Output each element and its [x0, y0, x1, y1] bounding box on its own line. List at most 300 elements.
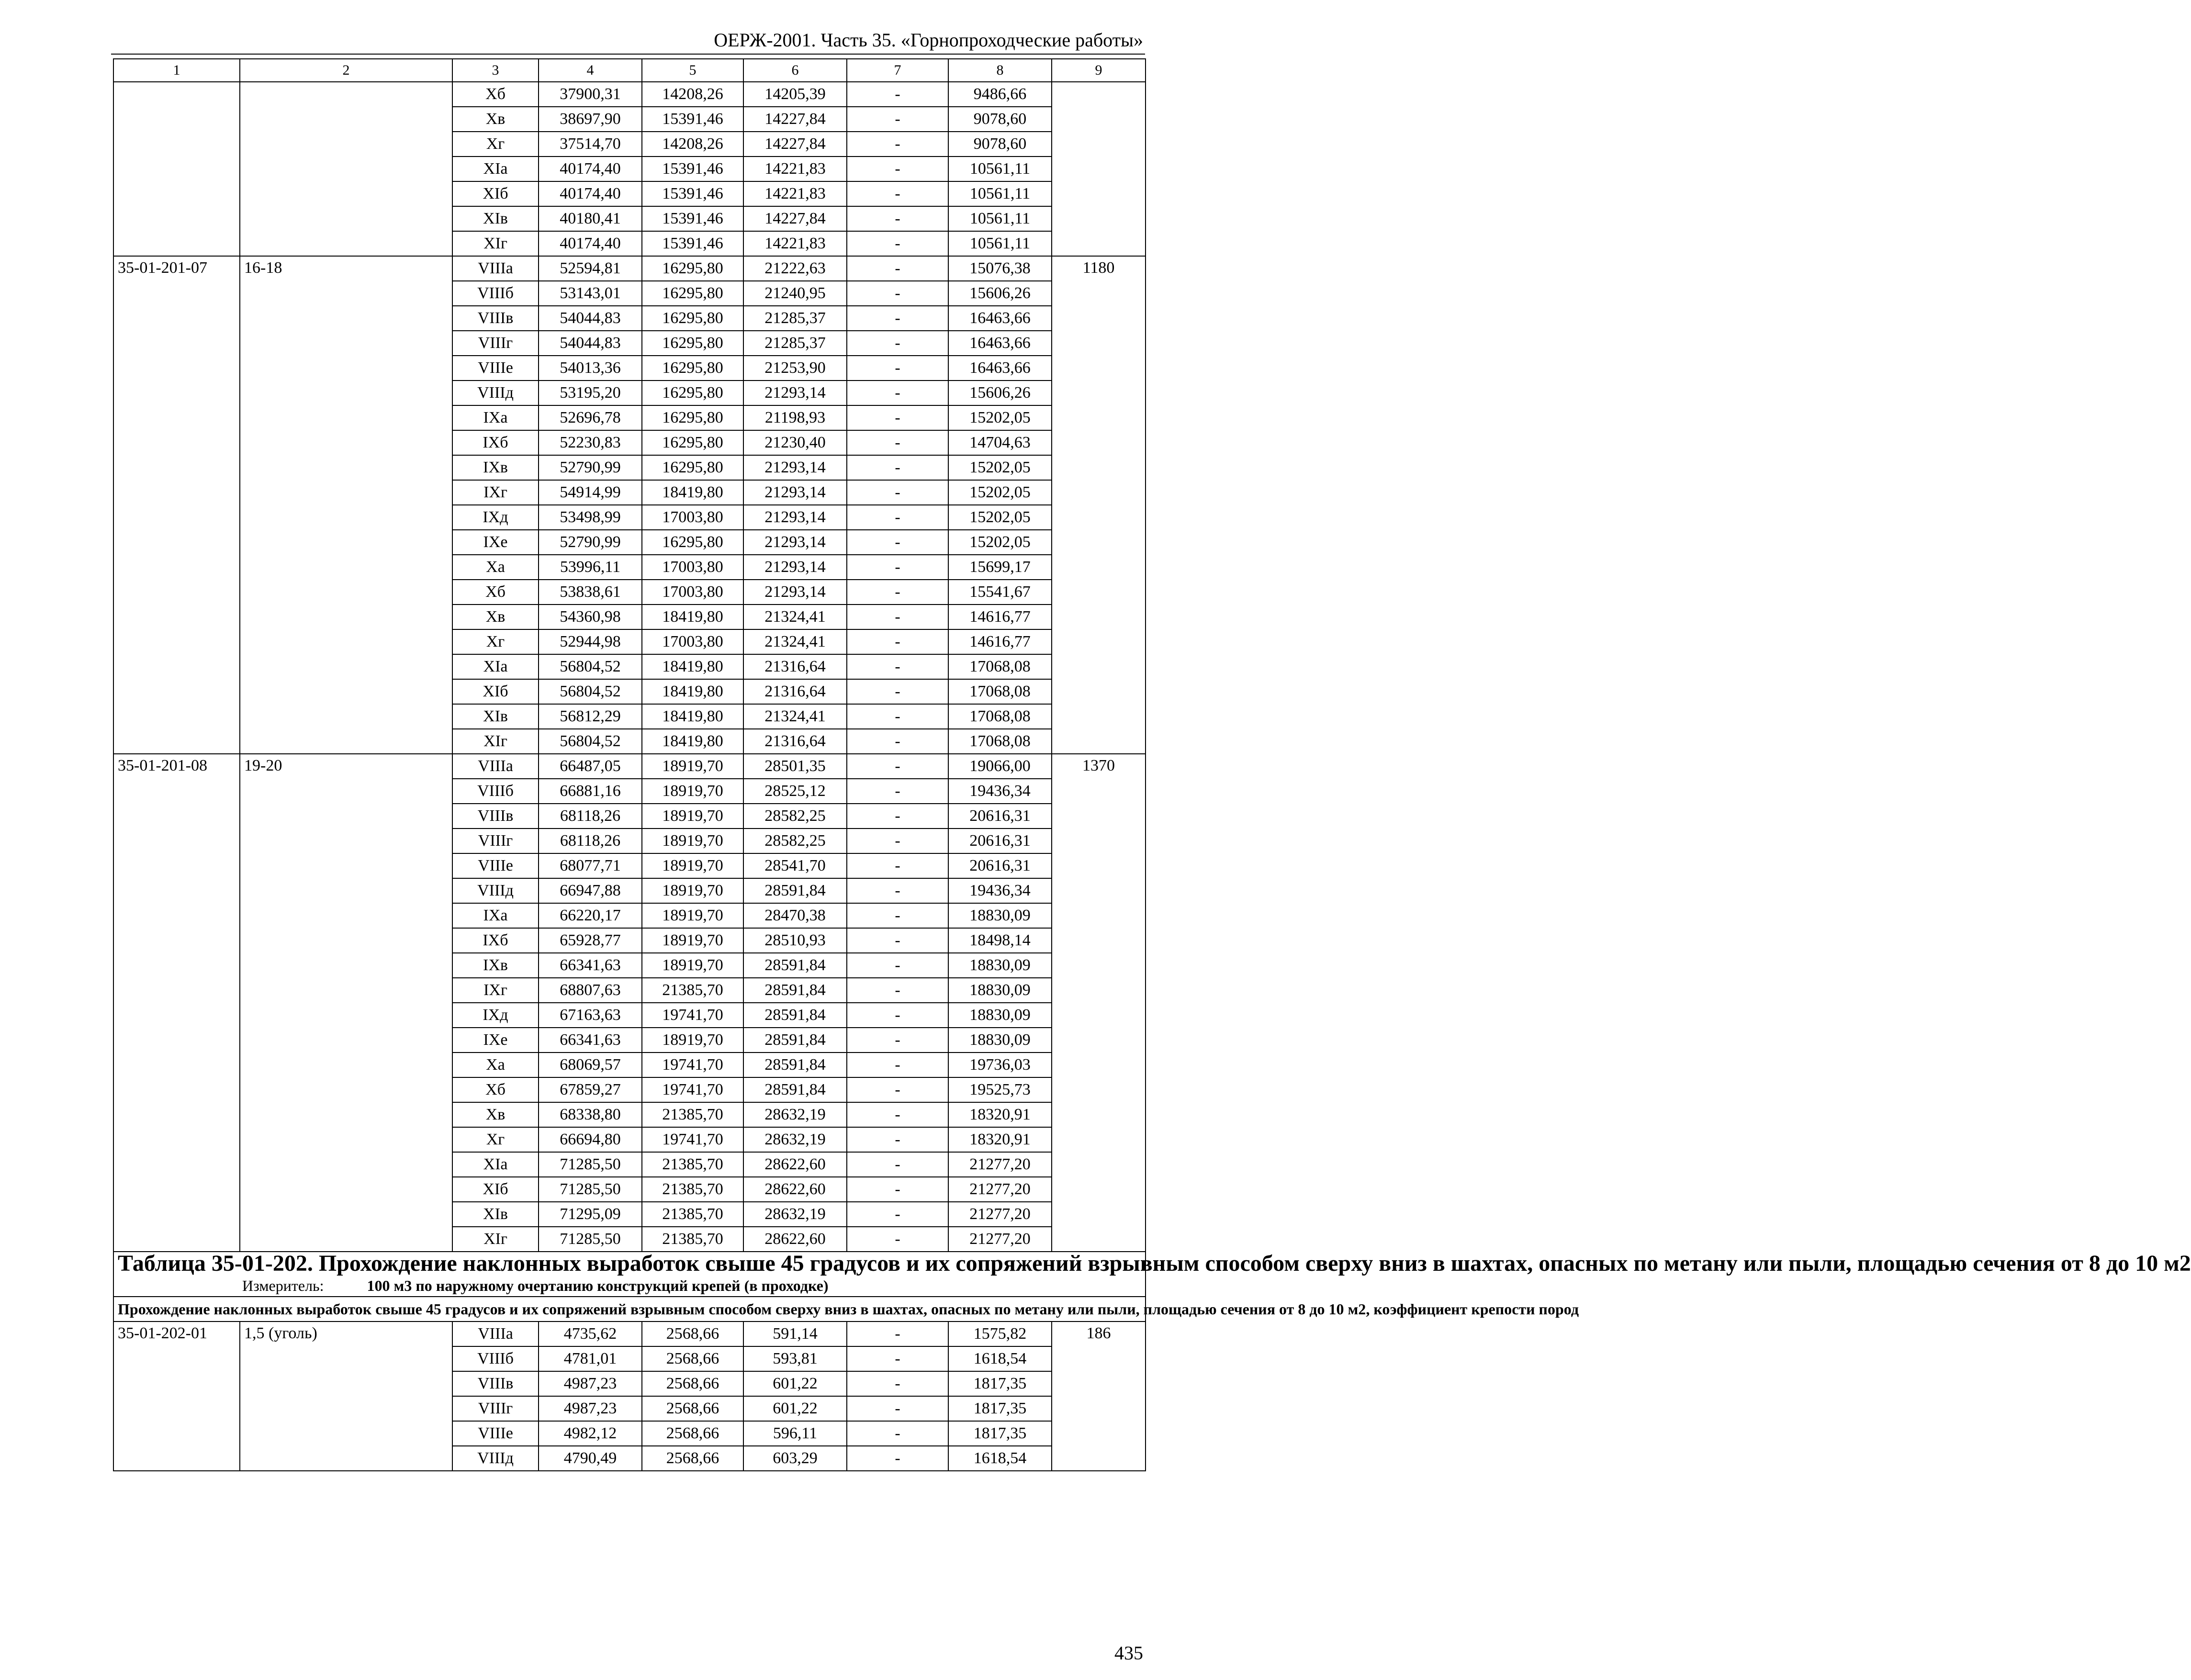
labor-cost: 15391,46 [642, 181, 743, 206]
materials-cost: - [847, 679, 948, 704]
total-cost: 71285,50 [539, 1177, 642, 1202]
labor-cost: 2568,66 [642, 1346, 743, 1371]
labor-cost: 16295,80 [642, 306, 743, 331]
labor-cost: 16295,80 [642, 356, 743, 381]
other-cost: 19736,03 [948, 1053, 1052, 1077]
zone-class: Xa [452, 555, 539, 580]
other-cost: 15699,17 [948, 555, 1052, 580]
total-cost: 40174,40 [539, 157, 642, 181]
other-cost: 21277,20 [948, 1227, 1052, 1252]
other-cost: 18320,91 [948, 1102, 1052, 1127]
machine-cost: 28582,25 [743, 829, 847, 853]
zone-class: IXa [452, 405, 539, 430]
zone-class: VIIIе [452, 1421, 539, 1446]
zone-class: XIб [452, 679, 539, 704]
total-cost: 68069,57 [539, 1053, 642, 1077]
materials-cost: - [847, 206, 948, 231]
materials-cost: - [847, 754, 948, 779]
machine-cost: 21293,14 [743, 555, 847, 580]
materials-cost: - [847, 729, 948, 754]
materials-cost: - [847, 580, 948, 605]
materials-cost: - [847, 1346, 948, 1371]
zone-class: VIIIе [452, 853, 539, 878]
materials-cost: - [847, 530, 948, 555]
section-subtitle-row [113, 1297, 1146, 1322]
zone-class: XIa [452, 654, 539, 679]
total-cost: 68118,26 [539, 829, 642, 853]
zone-class: VIIIв [452, 804, 539, 829]
machine-cost: 28622,60 [743, 1152, 847, 1177]
labor-cost: 15391,46 [642, 206, 743, 231]
labor-cost: 17003,80 [642, 580, 743, 605]
other-cost: 15606,26 [948, 381, 1052, 405]
other-cost: 9078,60 [948, 107, 1052, 132]
machine-cost: 28622,60 [743, 1177, 847, 1202]
measure-value: 100 м3 по наружному очертанию конструкций крепей (в проходке) [367, 1277, 829, 1294]
materials-cost: - [847, 381, 948, 405]
total-cost: 68338,80 [539, 1102, 642, 1127]
labor-cost: 15391,46 [642, 231, 743, 256]
column-number: 5 [642, 59, 743, 82]
zone-class: Xв [452, 1102, 539, 1127]
materials-cost: - [847, 480, 948, 505]
other-cost: 1817,35 [948, 1421, 1052, 1446]
labor-cost: 19741,70 [642, 1127, 743, 1152]
labor-cost: 16295,80 [642, 455, 743, 480]
total-cost: 54914,99 [539, 480, 642, 505]
zone-class: XIв [452, 206, 539, 231]
section-title-row [113, 1252, 1146, 1297]
rate-code [113, 82, 240, 256]
machine-cost: 14205,39 [743, 82, 847, 107]
labor-cost: 17003,80 [642, 505, 743, 530]
machine-cost: 21316,64 [743, 654, 847, 679]
labor-cost: 18419,80 [642, 679, 743, 704]
materials-cost: - [847, 306, 948, 331]
labor-cost: 14208,26 [642, 132, 743, 157]
total-cost: 66341,63 [539, 953, 642, 978]
total-cost: 53143,01 [539, 281, 642, 306]
other-cost: 21277,20 [948, 1202, 1052, 1227]
machine-cost: 21316,64 [743, 729, 847, 754]
materials-cost: - [847, 555, 948, 580]
machine-cost: 28622,60 [743, 1227, 847, 1252]
other-cost: 16463,66 [948, 331, 1052, 356]
labor-cost: 18919,70 [642, 779, 743, 804]
parameter-value: 1,5 (уголь) [240, 1322, 452, 1471]
machine-cost: 28591,84 [743, 953, 847, 978]
labor-cost: 21385,70 [642, 978, 743, 1003]
zone-class: IXa [452, 903, 539, 928]
total-cost: 53498,99 [539, 505, 642, 530]
labor-cost: 21385,70 [642, 1177, 743, 1202]
measure-line [118, 1275, 1141, 1296]
total-cost: 68807,63 [539, 978, 642, 1003]
zone-class: XIa [452, 157, 539, 181]
machine-cost: 14227,84 [743, 107, 847, 132]
measure-label: Измеритель: [242, 1277, 324, 1294]
rate-code: 35-01-202-01 [113, 1322, 240, 1471]
other-cost: 20616,31 [948, 853, 1052, 878]
materials-cost: - [847, 1202, 948, 1227]
total-cost: 66881,16 [539, 779, 642, 804]
total-cost: 67859,27 [539, 1077, 642, 1102]
total-cost: 67163,63 [539, 1003, 642, 1028]
materials-cost: - [847, 1028, 948, 1053]
column-number: 8 [948, 59, 1052, 82]
materials-cost: - [847, 281, 948, 306]
zone-class: XIб [452, 1177, 539, 1202]
materials-cost: - [847, 82, 948, 107]
materials-cost: - [847, 430, 948, 455]
machine-cost: 14227,84 [743, 132, 847, 157]
table-row [113, 256, 1146, 281]
labor-cost: 18419,80 [642, 704, 743, 729]
other-cost: 17068,08 [948, 654, 1052, 679]
labor-cost: 16295,80 [642, 381, 743, 405]
other-cost: 18830,09 [948, 1028, 1052, 1053]
total-cost: 4987,23 [539, 1371, 642, 1396]
zone-class: VIIIв [452, 306, 539, 331]
other-cost: 15202,05 [948, 505, 1052, 530]
zone-class: VIIIб [452, 779, 539, 804]
zone-class: IXе [452, 1028, 539, 1053]
materials-cost: - [847, 829, 948, 853]
section-title-cell [113, 1251, 2191, 1297]
machine-cost: 21230,40 [743, 430, 847, 455]
materials-cost: - [847, 405, 948, 430]
materials-cost: - [847, 1421, 948, 1446]
total-cost: 54013,36 [539, 356, 642, 381]
other-cost: 20616,31 [948, 829, 1052, 853]
zone-class: IXв [452, 455, 539, 480]
other-cost: 14616,77 [948, 605, 1052, 629]
zone-class: Xб [452, 580, 539, 605]
zone-class: VIIIг [452, 1396, 539, 1421]
materials-cost: - [847, 1053, 948, 1077]
table-row [113, 82, 1146, 107]
other-cost: 15541,67 [948, 580, 1052, 605]
other-cost: 15202,05 [948, 455, 1052, 480]
other-cost: 18830,09 [948, 1003, 1052, 1028]
machine-cost: 28632,19 [743, 1102, 847, 1127]
total-cost: 56804,52 [539, 729, 642, 754]
zone-class: XIa [452, 1152, 539, 1177]
materials-cost: - [847, 629, 948, 654]
rate-code: 35-01-201-07 [113, 256, 240, 754]
machine-cost: 21324,41 [743, 605, 847, 629]
materials-cost: - [847, 928, 948, 953]
other-cost: 9078,60 [948, 132, 1052, 157]
labor-cost: 16295,80 [642, 430, 743, 455]
materials-cost: - [847, 1396, 948, 1421]
labor-hours: 1180 [1052, 256, 1146, 754]
labor-cost: 16295,80 [642, 530, 743, 555]
total-cost: 52594,81 [539, 256, 642, 281]
total-cost: 56812,29 [539, 704, 642, 729]
labor-cost: 17003,80 [642, 555, 743, 580]
zone-class: VIIIд [452, 381, 539, 405]
machine-cost: 28591,84 [743, 978, 847, 1003]
other-cost: 18830,09 [948, 903, 1052, 928]
total-cost: 4735,62 [539, 1322, 642, 1346]
machine-cost: 593,81 [743, 1346, 847, 1371]
total-cost: 4987,23 [539, 1396, 642, 1421]
total-cost: 54360,98 [539, 605, 642, 629]
labor-cost: 14208,26 [642, 82, 743, 107]
machine-cost: 601,22 [743, 1396, 847, 1421]
other-cost: 18320,91 [948, 1127, 1052, 1152]
machine-cost: 28591,84 [743, 1053, 847, 1077]
machine-cost: 21293,14 [743, 381, 847, 405]
total-cost: 40174,40 [539, 231, 642, 256]
other-cost: 15202,05 [948, 405, 1052, 430]
materials-cost: - [847, 1102, 948, 1127]
total-cost: 68077,71 [539, 853, 642, 878]
total-cost: 71285,50 [539, 1227, 642, 1252]
parameter-value: 16-18 [240, 256, 452, 754]
other-cost: 10561,11 [948, 206, 1052, 231]
zone-class: Xг [452, 629, 539, 654]
other-cost: 1817,35 [948, 1396, 1052, 1421]
zone-class: IXг [452, 978, 539, 1003]
page-number: 435 [1114, 1642, 1143, 1664]
labor-cost: 16295,80 [642, 331, 743, 356]
zone-class: XIг [452, 231, 539, 256]
zone-class: IXв [452, 953, 539, 978]
other-cost: 15076,38 [948, 256, 1052, 281]
labor-cost: 18919,70 [642, 928, 743, 953]
materials-cost: - [847, 331, 948, 356]
zone-class: VIIIг [452, 829, 539, 853]
zone-class: VIIIе [452, 356, 539, 381]
other-cost: 18498,14 [948, 928, 1052, 953]
materials-cost: - [847, 1227, 948, 1252]
total-cost: 52696,78 [539, 405, 642, 430]
labor-cost: 16295,80 [642, 256, 743, 281]
section-subtitle: Прохождение наклонных выработок свыше 45 градусов и их сопряжений взрывным способом сверху вниз в шахтах, опасных по метану или пыли, площадью сечения от 8 до 10 м2, коэффициент крепости пород [113, 1297, 1146, 1322]
other-cost: 15202,05 [948, 480, 1052, 505]
total-cost: 38697,90 [539, 107, 642, 132]
machine-cost: 28525,12 [743, 779, 847, 804]
other-cost: 21277,20 [948, 1152, 1052, 1177]
zone-class: VIIIa [452, 256, 539, 281]
column-number: 9 [1052, 59, 1146, 82]
materials-cost: - [847, 356, 948, 381]
column-number: 1 [113, 59, 240, 82]
labor-cost: 18919,70 [642, 878, 743, 903]
column-number: 7 [847, 59, 948, 82]
labor-cost: 19741,70 [642, 1053, 743, 1077]
labor-cost: 18919,70 [642, 754, 743, 779]
column-number-row [113, 59, 1146, 82]
labor-cost: 21385,70 [642, 1202, 743, 1227]
machine-cost: 601,22 [743, 1371, 847, 1396]
materials-cost: - [847, 1446, 948, 1471]
header-rule [111, 54, 1145, 55]
materials-cost: - [847, 1371, 948, 1396]
machine-cost: 28632,19 [743, 1202, 847, 1227]
materials-cost: - [847, 157, 948, 181]
total-cost: 53838,61 [539, 580, 642, 605]
machine-cost: 28591,84 [743, 1003, 847, 1028]
table-row [113, 754, 1146, 779]
zone-class: IXб [452, 928, 539, 953]
materials-cost: - [847, 455, 948, 480]
labor-cost: 18419,80 [642, 654, 743, 679]
zone-class: Xб [452, 82, 539, 107]
total-cost: 37900,31 [539, 82, 642, 107]
machine-cost: 21293,14 [743, 580, 847, 605]
total-cost: 71285,50 [539, 1152, 642, 1177]
column-number: 3 [452, 59, 539, 82]
other-cost: 19436,34 [948, 878, 1052, 903]
other-cost: 9486,66 [948, 82, 1052, 107]
zone-class: IXб [452, 430, 539, 455]
other-cost: 1618,54 [948, 1446, 1052, 1471]
materials-cost: - [847, 903, 948, 928]
total-cost: 52944,98 [539, 629, 642, 654]
machine-cost: 21222,63 [743, 256, 847, 281]
total-cost: 66694,80 [539, 1127, 642, 1152]
zone-class: VIIIд [452, 878, 539, 903]
zone-class: Xa [452, 1053, 539, 1077]
machine-cost: 28582,25 [743, 804, 847, 829]
zone-class: XIг [452, 1227, 539, 1252]
zone-class: XIг [452, 729, 539, 754]
total-cost: 68118,26 [539, 804, 642, 829]
materials-cost: - [847, 654, 948, 679]
other-cost: 15202,05 [948, 530, 1052, 555]
machine-cost: 28501,35 [743, 754, 847, 779]
materials-cost: - [847, 1322, 948, 1346]
other-cost: 20616,31 [948, 804, 1052, 829]
machine-cost: 596,11 [743, 1421, 847, 1446]
other-cost: 16463,66 [948, 306, 1052, 331]
other-cost: 10561,11 [948, 181, 1052, 206]
machine-cost: 14221,83 [743, 181, 847, 206]
machine-cost: 28591,84 [743, 1028, 847, 1053]
zone-class: IXе [452, 530, 539, 555]
total-cost: 53996,11 [539, 555, 642, 580]
total-cost: 66487,05 [539, 754, 642, 779]
zone-class: IXд [452, 1003, 539, 1028]
other-cost: 1817,35 [948, 1371, 1052, 1396]
materials-cost: - [847, 107, 948, 132]
labor-cost: 18419,80 [642, 480, 743, 505]
running-header: ОЕРЖ-2001. Часть 35. «Горнопроходческие работы» [714, 29, 1143, 51]
machine-cost: 28591,84 [743, 878, 847, 903]
total-cost: 66220,17 [539, 903, 642, 928]
labor-cost: 2568,66 [642, 1371, 743, 1396]
other-cost: 10561,11 [948, 231, 1052, 256]
materials-cost: - [847, 853, 948, 878]
total-cost: 71295,09 [539, 1202, 642, 1227]
machine-cost: 14227,84 [743, 206, 847, 231]
labor-hours: 186 [1052, 1322, 1146, 1471]
labor-cost: 16295,80 [642, 281, 743, 306]
labor-cost: 21385,70 [642, 1227, 743, 1252]
labor-cost: 21385,70 [642, 1152, 743, 1177]
total-cost: 66341,63 [539, 1028, 642, 1053]
labor-cost: 2568,66 [642, 1446, 743, 1471]
machine-cost: 21293,14 [743, 505, 847, 530]
machine-cost: 28541,70 [743, 853, 847, 878]
zone-class: VIIIб [452, 1346, 539, 1371]
total-cost: 56804,52 [539, 679, 642, 704]
total-cost: 54044,83 [539, 331, 642, 356]
total-cost: 52790,99 [539, 455, 642, 480]
column-number: 4 [539, 59, 642, 82]
machine-cost: 21293,14 [743, 455, 847, 480]
other-cost: 19436,34 [948, 779, 1052, 804]
machine-cost: 21316,64 [743, 679, 847, 704]
machine-cost: 14221,83 [743, 157, 847, 181]
zone-class: VIIIa [452, 754, 539, 779]
total-cost: 4790,49 [539, 1446, 642, 1471]
zone-class: Xг [452, 1127, 539, 1152]
parameter-value [240, 82, 452, 256]
machine-cost: 21240,95 [743, 281, 847, 306]
column-number: 2 [240, 59, 452, 82]
machine-cost: 21198,93 [743, 405, 847, 430]
labor-hours: 1370 [1052, 754, 1146, 1252]
total-cost: 52230,83 [539, 430, 642, 455]
labor-hours [1052, 82, 1146, 256]
total-cost: 40174,40 [539, 181, 642, 206]
other-cost: 17068,08 [948, 729, 1052, 754]
machine-cost: 21324,41 [743, 704, 847, 729]
other-cost: 18830,09 [948, 978, 1052, 1003]
materials-cost: - [847, 704, 948, 729]
machine-cost: 14221,83 [743, 231, 847, 256]
other-cost: 17068,08 [948, 679, 1052, 704]
materials-cost: - [847, 181, 948, 206]
labor-cost: 17003,80 [642, 629, 743, 654]
materials-cost: - [847, 953, 948, 978]
other-cost: 1618,54 [948, 1346, 1052, 1371]
labor-cost: 18919,70 [642, 853, 743, 878]
other-cost: 19066,00 [948, 754, 1052, 779]
materials-cost: - [847, 256, 948, 281]
zone-class: VIIIб [452, 281, 539, 306]
labor-cost: 19741,70 [642, 1003, 743, 1028]
other-cost: 10561,11 [948, 157, 1052, 181]
machine-cost: 21285,37 [743, 306, 847, 331]
materials-cost: - [847, 231, 948, 256]
zone-class: VIIIг [452, 331, 539, 356]
total-cost: 4781,01 [539, 1346, 642, 1371]
materials-cost: - [847, 878, 948, 903]
table-row [113, 1322, 1146, 1346]
materials-cost: - [847, 978, 948, 1003]
zone-class: VIIIд [452, 1446, 539, 1471]
zone-class: XIб [452, 181, 539, 206]
total-cost: 52790,99 [539, 530, 642, 555]
materials-cost: - [847, 779, 948, 804]
materials-cost: - [847, 505, 948, 530]
total-cost: 65928,77 [539, 928, 642, 953]
other-cost: 16463,66 [948, 356, 1052, 381]
total-cost: 40180,41 [539, 206, 642, 231]
other-cost: 15606,26 [948, 281, 1052, 306]
labor-cost: 18419,80 [642, 605, 743, 629]
zone-class: IXг [452, 480, 539, 505]
materials-cost: - [847, 1177, 948, 1202]
parameter-value: 19-20 [240, 754, 452, 1252]
machine-cost: 21293,14 [743, 480, 847, 505]
labor-cost: 2568,66 [642, 1396, 743, 1421]
